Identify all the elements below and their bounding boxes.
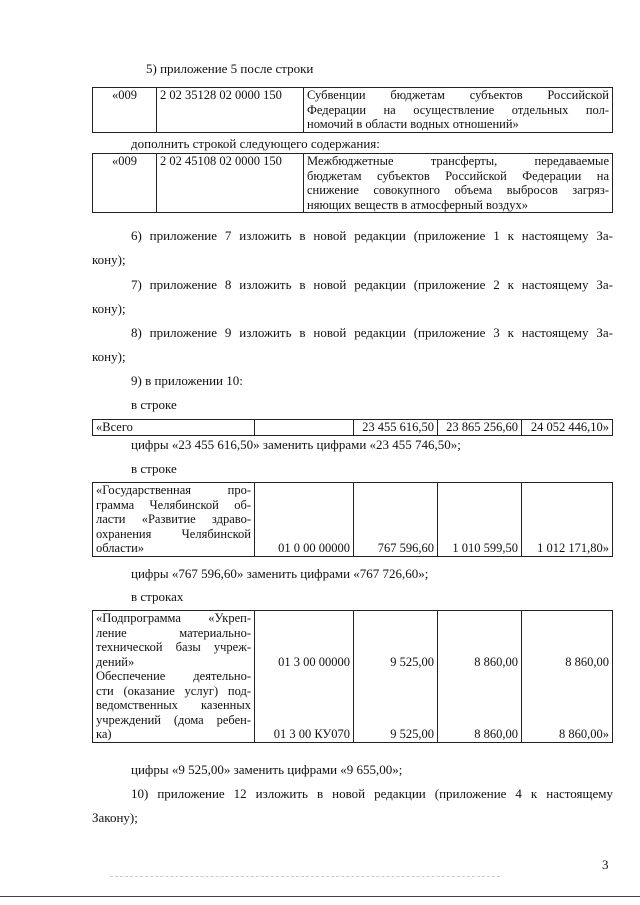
scan-artifact-line (110, 876, 500, 877)
item-5-text: 5) приложение 5 после строки (146, 61, 314, 76)
cell-line: бюджетам субъектов Российской Федерации на (307, 168, 609, 183)
item-10-text: 10) приложение 12 изложить в новой редакции (приложение 4 к настоящему (131, 786, 613, 801)
table-cell-value: 8 860,00» (522, 669, 613, 742)
cell-line: «Подпрограмма «Укреп- (96, 611, 251, 625)
table-row-2 (92, 153, 613, 213)
cell-line: Межбюджетные трансферты, передаваемые (307, 154, 609, 168)
cell-line: охранения Челябинской (96, 526, 251, 541)
table-cell-kbk: 2 02 45108 02 0000 150 (157, 154, 304, 213)
table-row-1 (92, 87, 613, 133)
table-cell-code: «009 (93, 154, 157, 213)
cell-line: «Государственная про- (96, 483, 251, 497)
cell-line: сти (оказание услуг) под- (96, 683, 251, 698)
page-bottom-edge (0, 896, 640, 897)
item-7-cont: кону); (92, 301, 126, 316)
cell-line: дений» (96, 654, 135, 669)
table-cell-name: «Всего (93, 420, 255, 436)
cell-line: ведомственных казенных (96, 698, 251, 712)
cell-line: Субвенции бюджетам субъектов Российской (307, 88, 609, 102)
cell-line: ласти «Развитие здраво- (96, 512, 251, 526)
replace-text: цифры «767 596,60» заменить цифрами «767 726,60»; (131, 566, 429, 581)
table-cell-name (304, 88, 613, 133)
table-total-row (92, 419, 613, 436)
replace-text: цифры «9 525,00» заменить цифрами «9 655,00»; (131, 762, 403, 777)
table-cell-name (93, 611, 255, 670)
cell-line: номочий в области водных отношений» (307, 117, 519, 131)
table-cell-name (93, 669, 255, 742)
supplement-text: дополнить строкой следующего содержания: (131, 136, 380, 151)
table-cell-code: 01 3 00 КУ070 (255, 669, 354, 742)
table-cell-code: 01 3 00 00000 (255, 611, 354, 670)
table-cell-value: 24 052 446,10» (522, 420, 613, 436)
in-line-label: в строке (131, 397, 177, 412)
item-7-text: 7) приложение 8 изложить в новой редакции (приложение 2 к настоящему За- (131, 277, 613, 292)
table-cell-value: 23 865 256,60 (438, 420, 522, 436)
table-cell-name (304, 154, 613, 213)
item-10-cont: Закону); (92, 810, 138, 825)
cell-line: учреждений (дома ребен- (96, 712, 251, 727)
table-program-row (92, 482, 613, 557)
table-cell-value: 1 010 599,50 (438, 483, 522, 557)
cell-line: ление материально- (96, 625, 251, 640)
item-8-text: 8) приложение 9 изложить в новой редакции (приложение 3 к настоящему За- (131, 325, 613, 340)
table-cell-code: «009 (93, 88, 157, 133)
table-cell-value: 8 860,00 (438, 669, 522, 742)
cell-line: няющих веществ в атмосферный воздух» (307, 197, 528, 212)
table-cell-value: 9 525,00 (354, 611, 438, 670)
cell-line: снижение совокупного объема выбросов загряз- (307, 183, 609, 197)
item-6-cont: кону); (92, 252, 126, 267)
table-cell-value: 1 012 171,80» (522, 483, 613, 557)
item-9-text: 9) в приложении 10: (131, 373, 243, 388)
table-cell-value: 767 596,60 (354, 483, 438, 557)
table-cell-value: 8 860,00 (522, 611, 613, 670)
in-lines-label: в строках (131, 589, 184, 604)
item-6-text: 6) приложение 7 изложить в новой редакции (приложение 1 к настоящему За- (131, 228, 613, 243)
table-subprogram-rows (92, 610, 613, 743)
item-8-cont: кону); (92, 349, 126, 364)
table-cell-kbk: 2 02 35128 02 0000 150 (157, 88, 304, 133)
table-cell-value: 9 525,00 (354, 669, 438, 742)
table-cell-code: 01 0 00 00000 (255, 483, 354, 557)
in-line-label: в строке (131, 461, 177, 476)
cell-line: технической базы учреж- (96, 640, 251, 654)
table-cell-code (255, 420, 354, 436)
table-cell-value: 8 860,00 (438, 611, 522, 670)
cell-line: грамма Челябинской об- (96, 497, 251, 512)
cell-line: области» (96, 541, 145, 555)
cell-line: ка) (96, 727, 112, 741)
cell-line: Федерации на осуществление отдельных пол- (307, 102, 609, 117)
cell-line: Обеспечение деятельно- (96, 669, 251, 683)
replace-text: цифры «23 455 616,50» заменить цифрами «23 455 746,50»; (131, 437, 461, 452)
table-cell-value: 23 455 616,50 (354, 420, 438, 436)
page-number: 3 (602, 857, 609, 872)
table-cell-name (93, 483, 255, 557)
